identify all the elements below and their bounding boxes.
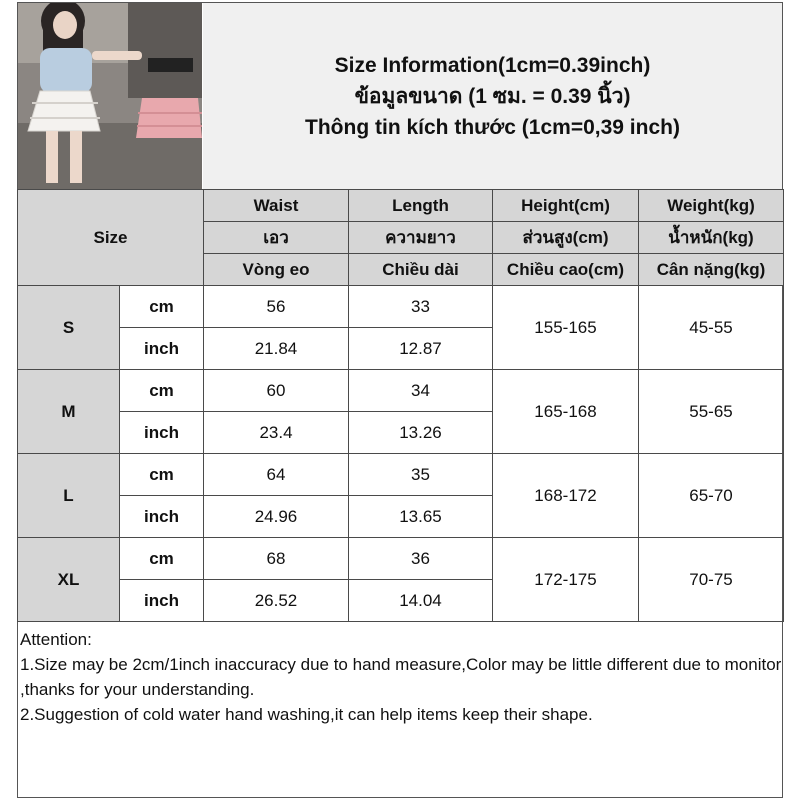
length-inch-value: 13.65 — [349, 496, 493, 538]
header-height-th: ส่วนสูง(cm) — [493, 222, 639, 254]
size-info-title-en: Size Information(1cm=0.39inch) — [334, 53, 651, 77]
header-height-en: Height(cm) — [493, 190, 639, 222]
header-weight-vi: Cân nặng(kg) — [639, 254, 784, 286]
header-weight-en: Weight(kg) — [639, 190, 784, 222]
unit-cm: cm — [120, 370, 204, 412]
size-info-title-th: ข้อมูลขนาด (1 ซม. = 0.39 นิ้ว) — [354, 84, 631, 108]
header-length-th: ความยาว — [349, 222, 493, 254]
unit-inch: inch — [120, 412, 204, 454]
header-height-vi: Chiều cao(cm) — [493, 254, 639, 286]
size-label-m: M — [18, 370, 120, 454]
length-cm-value: 36 — [349, 538, 493, 580]
unit-cm: cm — [120, 538, 204, 580]
header-length-en: Length — [349, 190, 493, 222]
size-label-s: S — [18, 286, 120, 370]
product-photo-illustration — [18, 3, 202, 189]
waist-cm-value: 60 — [204, 370, 349, 412]
attention-note-1: 1.Size may be 2cm/1inch inaccuracy due to hand measure,Color may be little different due to monitor ,thanks for your understanding. — [20, 655, 782, 699]
unit-inch: inch — [120, 580, 204, 622]
size-info-title-vi: Thông tin kích thước (1cm=0,39 inch) — [305, 115, 680, 139]
length-inch-value: 12.87 — [349, 328, 493, 370]
attention-note-2: 2.Suggestion of cold water hand washing,it can help items keep their shape. — [20, 705, 593, 724]
height-range: 168-172 — [493, 454, 639, 538]
weight-range: 65-70 — [639, 454, 784, 538]
attention-notes — [20, 627, 782, 727]
header-waist-vi: Vòng eo — [204, 254, 349, 286]
waist-inch-value: 24.96 — [204, 496, 349, 538]
waist-cm-value: 64 — [204, 454, 349, 496]
waist-cm-value: 68 — [204, 538, 349, 580]
weight-range: 45-55 — [639, 286, 784, 370]
waist-inch-value: 26.52 — [204, 580, 349, 622]
size-column-header: Size — [18, 190, 204, 286]
header-waist-en: Waist — [204, 190, 349, 222]
length-inch-value: 14.04 — [349, 580, 493, 622]
height-range: 155-165 — [493, 286, 639, 370]
height-range: 172-175 — [493, 538, 639, 622]
size-information-header — [203, 3, 782, 189]
waist-inch-value: 23.4 — [204, 412, 349, 454]
length-inch-value: 13.26 — [349, 412, 493, 454]
size-table — [17, 189, 784, 622]
unit-cm: cm — [120, 454, 204, 496]
unit-cm: cm — [120, 286, 204, 328]
header-weight-th: น้ำหนัก(kg) — [639, 222, 784, 254]
weight-range: 70-75 — [639, 538, 784, 622]
length-cm-value: 35 — [349, 454, 493, 496]
product-photo — [18, 3, 202, 189]
length-cm-value: 33 — [349, 286, 493, 328]
size-label-xl: XL — [18, 538, 120, 622]
header-waist-th: เอว — [204, 222, 349, 254]
height-range: 165-168 — [493, 370, 639, 454]
unit-inch: inch — [120, 328, 204, 370]
unit-inch: inch — [120, 496, 204, 538]
header-length-vi: Chiều dài — [349, 254, 493, 286]
weight-range: 55-65 — [639, 370, 784, 454]
length-cm-value: 34 — [349, 370, 493, 412]
waist-inch-value: 21.84 — [204, 328, 349, 370]
attention-title: Attention: — [20, 630, 92, 649]
waist-cm-value: 56 — [204, 286, 349, 328]
size-label-l: L — [18, 454, 120, 538]
